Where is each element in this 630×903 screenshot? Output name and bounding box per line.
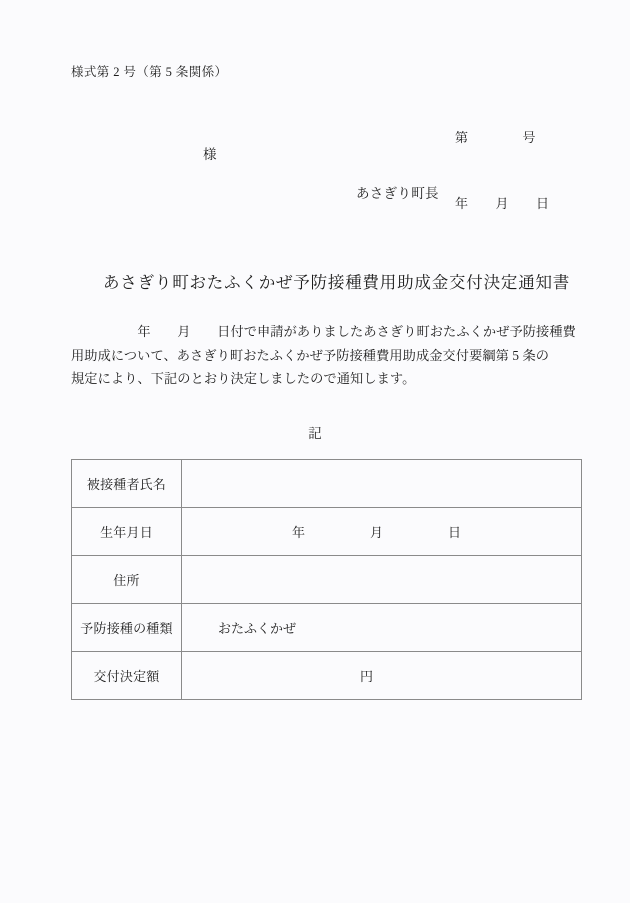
addressee-honorific: 様 — [203, 147, 217, 162]
row-label-address: 住所 — [72, 556, 182, 604]
row-label-vaccinee-name: 被接種者氏名 — [72, 460, 182, 508]
table-row — [72, 652, 582, 700]
ki-marker: 記 — [308, 426, 322, 441]
document-number-date-block — [455, 83, 550, 259]
document-date-field: 年 月 日 — [455, 196, 550, 211]
table-row — [72, 556, 582, 604]
table-row — [72, 508, 582, 556]
row-value-vaccine-type[interactable]: おたふくかぜ — [182, 604, 582, 652]
body-paragraph — [71, 320, 576, 391]
row-label-birthdate: 生年月日 — [72, 508, 182, 556]
body-line-2: 用助成について、あさぎり町おたふくかぜ予防接種費用助成金交付要綱第 5 条の — [71, 347, 550, 363]
table-row — [72, 460, 582, 508]
table-row — [72, 604, 582, 652]
row-value-granted-amount[interactable]: 円 — [182, 652, 582, 700]
row-value-vaccinee-name[interactable] — [182, 460, 582, 508]
page-title: あさぎり町おたふくかぜ予防接種費用助成金交付決定通知書 — [103, 273, 571, 292]
decision-details-table — [71, 459, 582, 700]
body-line-1: 年 月 日付で申請がありましたあさぎり町おたふくかぜ予防接種費 — [71, 324, 576, 339]
row-value-birthdate[interactable]: 年 月 日 — [182, 508, 582, 556]
issuer-name: あさぎり町長 — [356, 186, 439, 201]
body-line-3: 規定により、下記のとおり決定しましたので通知します。 — [71, 371, 416, 386]
row-value-address[interactable] — [182, 556, 582, 604]
row-label-vaccine-type: 予防接種の種類 — [72, 604, 182, 652]
document-number-field: 第 号 — [455, 130, 537, 145]
row-label-granted-amount: 交付決定額 — [72, 652, 182, 700]
form-code-label: 様式第 2 号（第 5 条関係） — [71, 65, 228, 79]
